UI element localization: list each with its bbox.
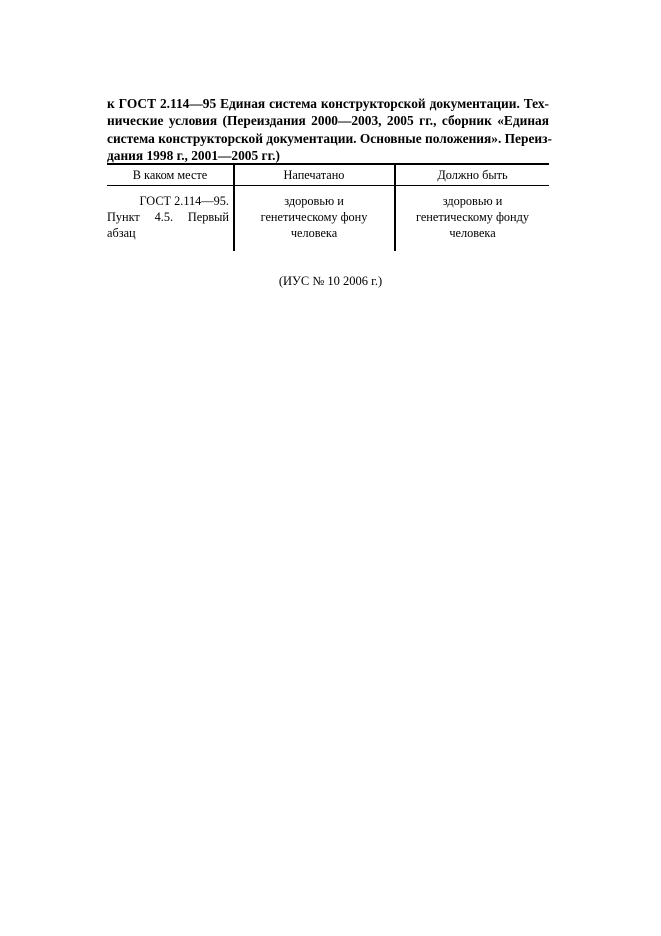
header-place: В каком месте — [132, 168, 208, 182]
cell-line: генетическому фонду — [415, 210, 530, 224]
corrections-table — [107, 163, 549, 251]
cell-printed — [234, 193, 394, 241]
heading-line: к ГОСТ 2.114—95 Единая система конструкторской документации. Тех- — [107, 96, 549, 111]
heading-line: дания 1998 г., 2001—2005 гг.) — [107, 147, 280, 163]
table-header-rule — [107, 185, 549, 186]
amendment-heading — [107, 95, 552, 164]
cell-should-be — [396, 193, 549, 241]
cell-line: здоровью и — [442, 194, 503, 208]
table-top-rule — [107, 163, 549, 165]
cell-line: человека — [290, 226, 338, 240]
cell-line: абзац — [107, 226, 136, 240]
cell-line: генетическому фону — [260, 210, 368, 224]
cell-place — [107, 193, 229, 241]
heading-line: нические условия (Переиздания 2000—2003, 2005 гг., сборник «Единая — [107, 113, 549, 129]
source-reference: (ИУС № 10 2006 г.) — [278, 274, 383, 288]
heading-line: система конструкторской документации. Основные положения». Переиз- — [107, 130, 552, 146]
cell-line: человека — [449, 226, 496, 240]
cell-line: ГОСТ 2.114—95. — [139, 194, 229, 208]
cell-line: Пункт 4.5. Первый — [107, 210, 229, 224]
header-printed: Напечатано — [283, 168, 345, 182]
header-should-be: Должно быть — [437, 168, 508, 182]
cell-line: здоровью и — [284, 194, 344, 208]
